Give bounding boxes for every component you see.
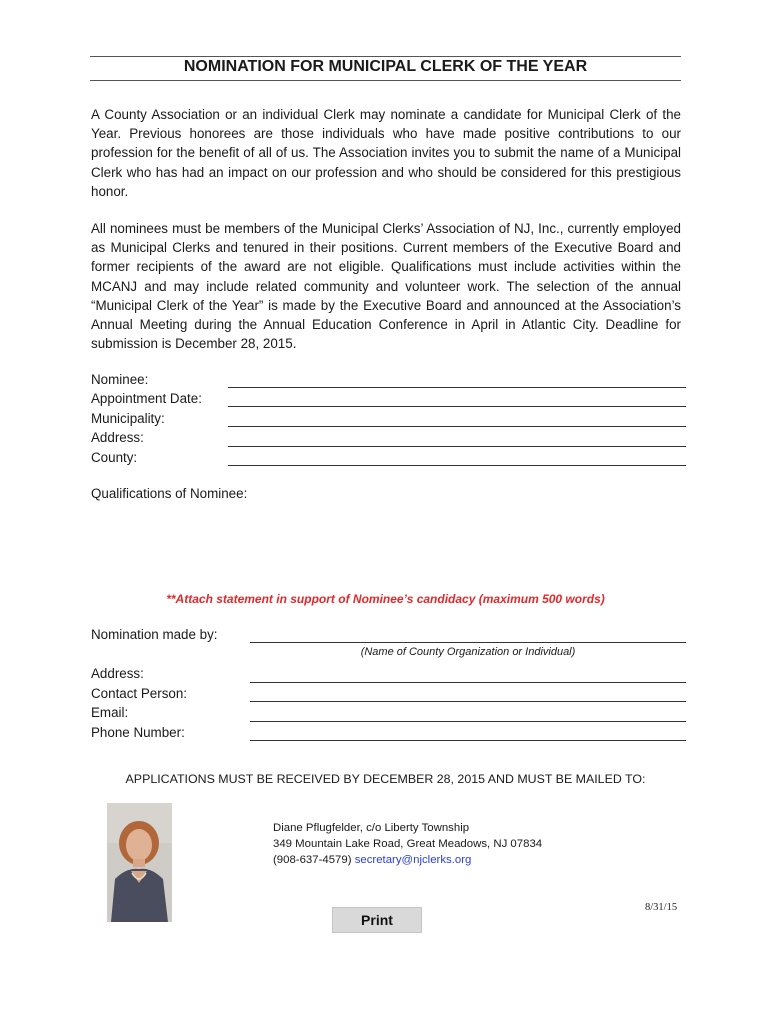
contact-person-field[interactable] (250, 701, 686, 702)
attach-statement-note: **Attach statement in support of Nominee’s candidacy (maximum 500 words) (166, 592, 605, 606)
title-bottom-rule (90, 80, 681, 81)
phone-number-field[interactable] (250, 740, 686, 741)
nominated-by-label: Nomination made by: (91, 627, 218, 642)
email-field[interactable] (250, 721, 686, 722)
county-label: County: (91, 450, 138, 465)
appointment-date-label: Appointment Date: (91, 391, 202, 406)
contact-person-label: Contact Person: (91, 686, 188, 701)
municipality-label: Municipality: (91, 411, 165, 426)
print-button[interactable]: Print (332, 907, 422, 933)
nominated-by-caption: (Name of County Organization or Individual) (360, 646, 576, 658)
page-title: NOMINATION FOR MUNICIPAL CLERK OF THE YEAR (183, 58, 588, 75)
mailing-street: 349 Mountain Lake Road, Great Meadows, NJ 07834 (273, 838, 543, 850)
nominee-label: Nominee: (91, 372, 149, 387)
municipality-field[interactable] (228, 426, 686, 427)
phone-number-label: Phone Number: (91, 725, 185, 740)
mailing-contact (273, 854, 471, 866)
mailing-email-link[interactable]: secretary@njclerks.org (354, 854, 472, 866)
appointment-date-field[interactable] (228, 406, 686, 407)
nominee-address-label: Address: (91, 430, 144, 445)
nominated-by-field[interactable] (250, 642, 686, 643)
applications-notice: APPLICATIONS MUST BE RECEIVED BY DECEMBER 28, 2015 AND MUST BE MAILED TO: (125, 772, 646, 786)
eligibility-paragraph: All nominees must be members of the Municipal Clerks’ Association of NJ, Inc., currently employed as Municipal Clerks and tenured in their positions. Current members of the Executive Board and former recipients of the award are not eligible. Qualifications must include activities within the MCANJ and may include related community and volunteer work. The selection of the annual “Municipal Clerk of the Year” is made by the Executive Board and announced at the Association’s Annual Meeting during the Annual Education Conference in April in Atlantic City. Deadline for submission is December 28, 2015. (91, 221, 681, 352)
email-label: Email: (91, 705, 129, 720)
mailing-name: Diane Pflugfelder, c/o Liberty Township (273, 822, 470, 834)
portrait-image (107, 803, 172, 922)
nominator-address-field[interactable] (250, 682, 686, 683)
intro-paragraph: A County Association or an individual Clerk may nominate a candidate for Municipal Clerk of the Year. Previous honorees are those individuals who have made positive contributions to our profession for the benefit of all of us. The Association invites you to submit the name of a Municipal Clerk who has had an impact on our profession and who should be considered for this prestigious honor. (91, 107, 681, 199)
nominee-field[interactable] (228, 387, 686, 388)
nominee-address-field[interactable] (228, 446, 686, 447)
nominator-address-label: Address: (91, 666, 144, 681)
secretary-photo (107, 803, 172, 922)
title-top-rule (90, 56, 681, 57)
county-field[interactable] (228, 465, 686, 466)
qualifications-label: Qualifications of Nominee: (91, 486, 248, 501)
revision-date: 8/31/15 (645, 902, 678, 913)
mailing-phone: (908-637-4579) (273, 854, 352, 866)
